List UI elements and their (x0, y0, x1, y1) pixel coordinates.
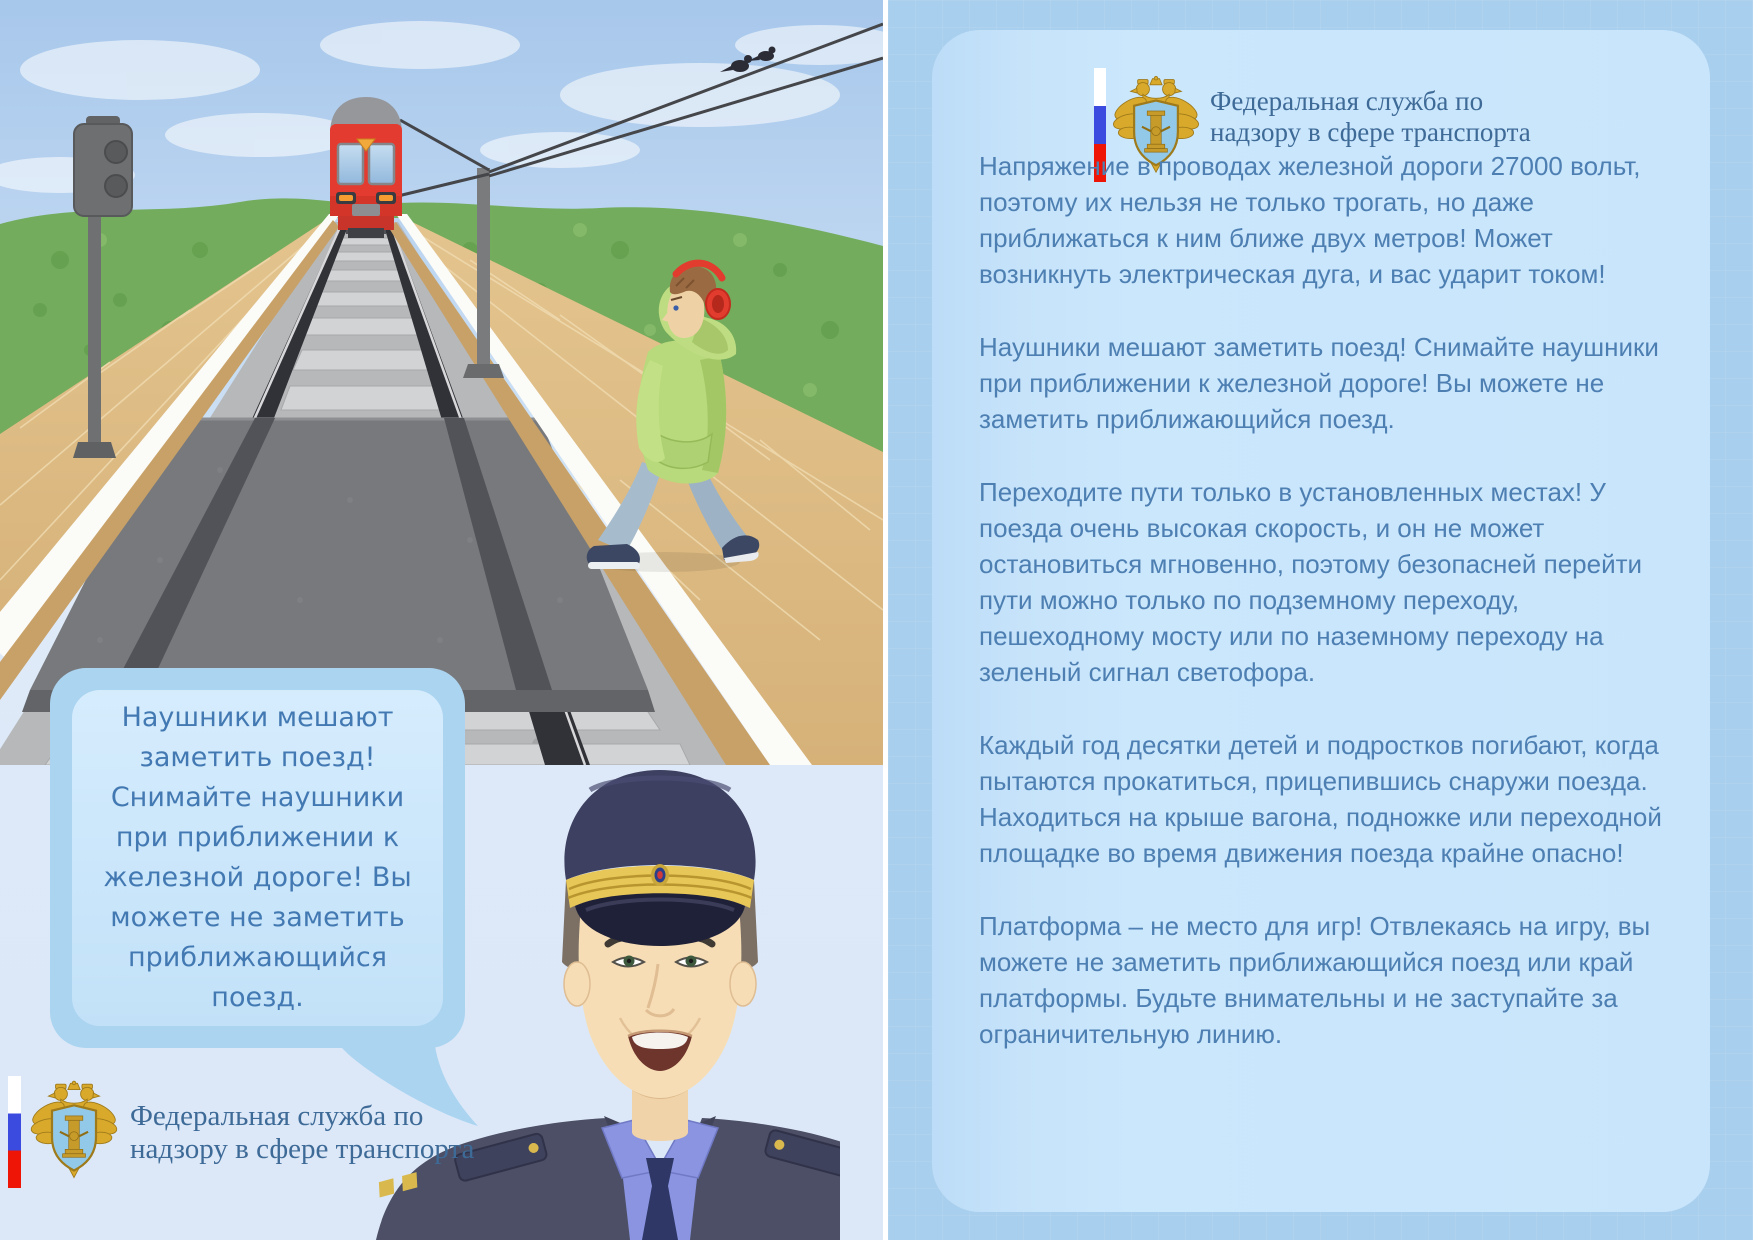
train (330, 97, 402, 238)
agency-name-line1: Федеральная служба по (130, 1100, 424, 1132)
officer-ear-left (564, 962, 590, 1006)
russian-flag-stripe (8, 1076, 21, 1188)
agency-name (1210, 86, 1531, 148)
right-page (888, 0, 1753, 1240)
agency-name-line2: надзору в сфере транспорта (1210, 117, 1531, 147)
safety-paragraph-platform: Платформа – не место для игр! Отвлекаясь на игру, вы можете не заметить приближающийся поезд или край платформы. Будьте внимательны и не заступайте за ограничительную линию. (979, 911, 1651, 1049)
officer-cap (564, 770, 755, 946)
agency-name-line1: Федеральная служба по (1210, 86, 1484, 116)
safety-paragraph-crossing: Переходите пути только в установленных местах! У поезда очень высокая скорость, и он не может остановиться мгновенно, поэтому безопасней перейти пути можно только по подземному переходу, пешеходному мосту или по наземному переходу на зеленый сигнал светофора. (979, 477, 1643, 687)
safety-paragraphs (979, 148, 1669, 1089)
rostransnadzor-eagle-emblem (30, 1080, 118, 1180)
agency-name-line2: надзору в сфере транспорта (130, 1133, 475, 1165)
speech-bubble-text: Наушники мешают заметить поезд! Снимайте наушники при приближении к железной дороге! Вы можете не заметить приближающийся поезд. (103, 702, 412, 1013)
agency-name (130, 1100, 474, 1166)
safety-paragraph-voltage: Напряжение в проводах железной дороги 27000 вольт, поэтому их нельзя не только трогать, но даже приближаться к ним ближе двух метров! Может возникнуть электрическая дуга, и вас ударит током! (979, 151, 1641, 289)
agency-logo-bottom (8, 1072, 478, 1202)
safety-paragraph-trainsurfing: Каждый год десятки детей и подростков погибают, когда пытаются прокатиться, прицепившись снаружи поезда. Находиться на крыше вагона, подножке или переходной площадке во время движения поезда крайне опасно! (979, 730, 1662, 868)
safety-text-card (932, 30, 1710, 1212)
safety-paragraph-headphones: Наушники мешают заметить поезд! Снимайте наушники при приближении к железной дороге! Вы можете не заметить приближающийся поезд. (979, 332, 1659, 434)
railway-illustration (0, 0, 883, 765)
officer-ear-right (730, 962, 756, 1006)
